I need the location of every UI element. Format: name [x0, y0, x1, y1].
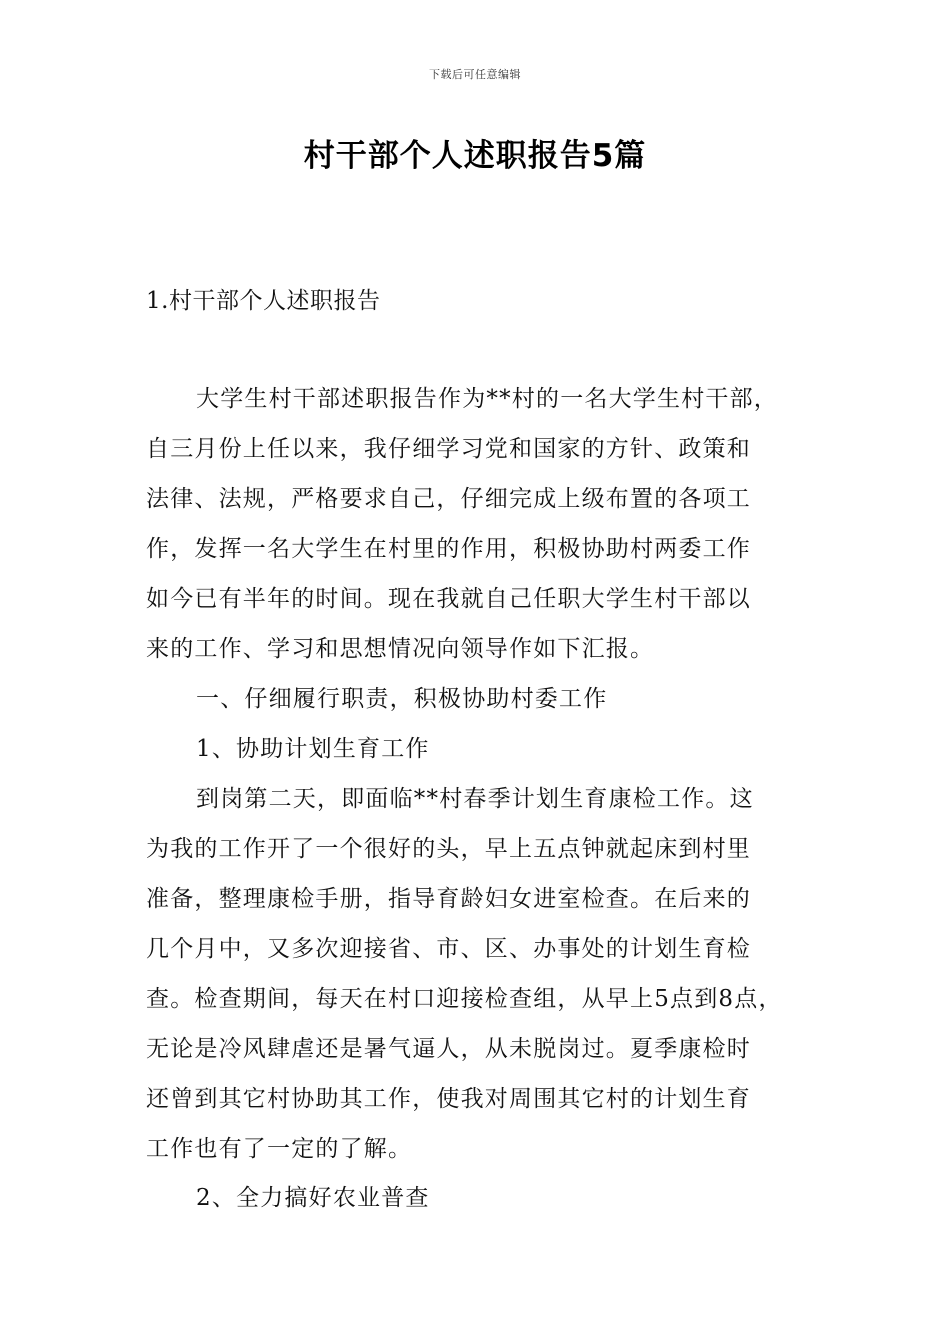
paragraph-line: 几个月中，又多次迎接省、市、区、办事处的计划生育检 — [146, 936, 751, 962]
document-title: 村干部个人述职报告5篇 — [303, 138, 647, 174]
paragraph-line: 为我的工作开了一个很好的头，早上五点钟就起床到村里 — [146, 836, 751, 862]
paragraph-line: 到岗第二天，即面临**村春季计划生育康检工作。这 — [196, 786, 754, 812]
paragraph-family-planning — [146, 774, 836, 1174]
paragraph-line: 查。检查期间，每天在村口迎接检查组，从早上5点到8点， — [146, 986, 783, 1012]
paragraph-line: 准备，整理康检手册，指导育龄妇女进室检查。在后来的 — [146, 886, 751, 912]
subheading-duties — [146, 674, 836, 724]
paragraph-line: 自三月份上任以来，我仔细学习党和国家的方针、政策和 — [146, 436, 751, 462]
paragraph-line: 法律、法规，严格要求自己，仔细完成上级布置的各项工 — [146, 486, 751, 512]
paragraph-line: 作，发挥一名大学生在村里的作用，积极协助村两委工作 — [146, 536, 751, 562]
paragraph-intro — [146, 374, 836, 674]
subheading-family-planning — [146, 724, 836, 774]
body-text-continued — [146, 1173, 836, 1223]
header-note: 下载后可任意编辑 — [429, 68, 521, 81]
paragraph-line: 还曾到其它村协助其工作，使我对周围其它村的计划生育 — [146, 1086, 751, 1112]
section-heading: 1.村干部个人述职报告 — [146, 288, 381, 314]
body-text-main — [146, 374, 836, 1174]
subheading-line: 1、协助计划生育工作 — [196, 736, 430, 762]
subheading-line: 一、仔细履行职责，积极协助村委工作 — [196, 686, 608, 712]
subheading-agriculture-census — [146, 1173, 836, 1223]
paragraph-line: 来的工作、学习和思想情况向领导作如下汇报。 — [146, 636, 655, 662]
paragraph-line: 如今已有半年的时间。现在我就自己任职大学生村干部以 — [146, 586, 751, 612]
paragraph-line: 无论是冷风肆虐还是暑气逼人，从未脱岗过。夏季康检时 — [146, 1036, 751, 1062]
paragraph-line: 大学生村干部述职报告作为**村的一名大学生村干部， — [196, 386, 778, 412]
subheading-line: 2、全力搞好农业普查 — [196, 1185, 430, 1211]
paragraph-line: 工作也有了一定的了解。 — [146, 1136, 413, 1162]
